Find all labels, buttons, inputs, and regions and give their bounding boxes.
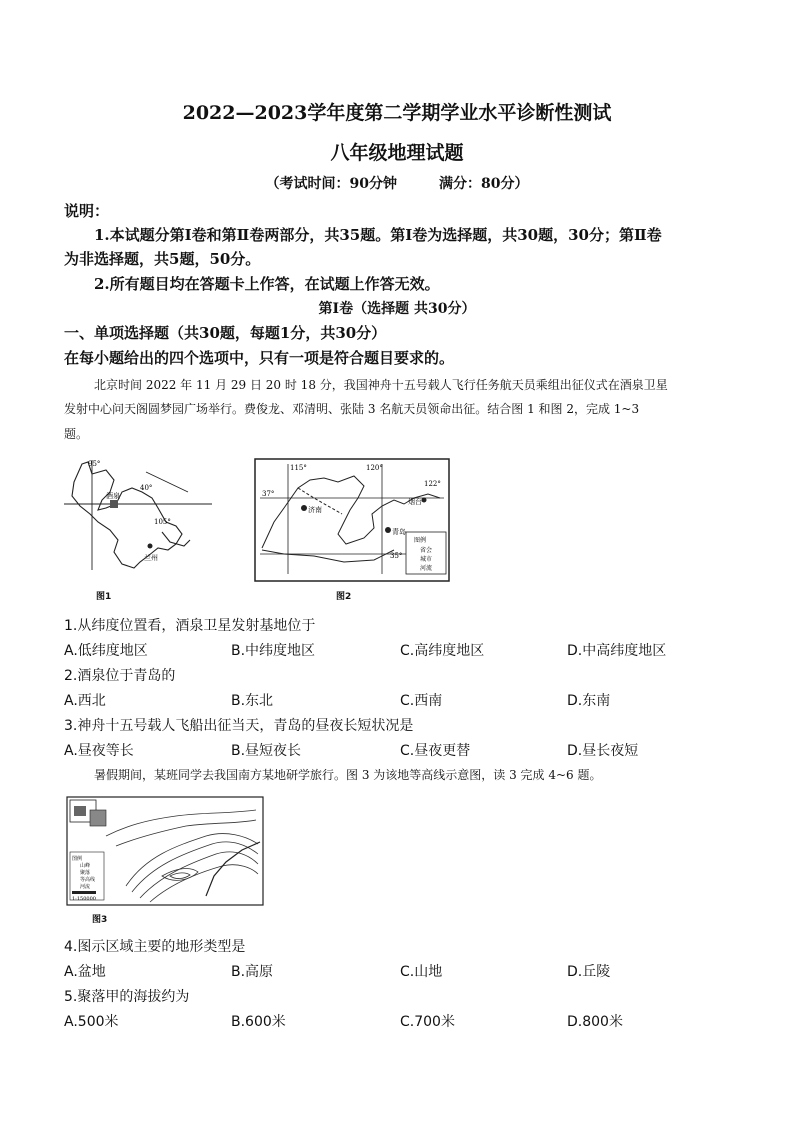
section1-heading: 一、单项选择题（共30题，每题1分，共30分） — [64, 324, 387, 342]
fig3-legend-title: 图例 — [72, 856, 83, 862]
question-1-stem: 1.从纬度位置看，酒泉卫星发射基地位于 — [64, 618, 316, 634]
fig1-label-jiuquan: 酒泉 — [106, 492, 120, 500]
instruction-1-line1: 1.本试题分第Ⅰ卷和第Ⅱ卷两部分，共35题。第Ⅰ卷为选择题，共30题，30分；第Ⅱ卷 — [94, 226, 662, 244]
fig1-label-40: 40° — [140, 484, 153, 492]
fig2-label-qingdao: 青岛 — [392, 528, 406, 536]
question-3-option-a[interactable]: A.昼夜等长 — [64, 743, 134, 759]
fig2-label-115: 115° — [290, 464, 307, 472]
fig3-legend-peak: 山峰 — [80, 863, 91, 869]
question-5-option-a[interactable]: A.500米 — [64, 1014, 119, 1030]
fig3-legend-river: 河流 — [80, 884, 91, 890]
question-1-option-a[interactable]: A.低纬度地区 — [64, 643, 148, 659]
question-2-option-b[interactable]: B.东北 — [231, 693, 274, 709]
fig3-scale: 1:150000 — [72, 896, 96, 902]
question-3-option-b[interactable]: B.昼短夜长 — [231, 743, 302, 759]
question-1-option-d[interactable]: D.中高纬度地区 — [567, 643, 667, 659]
exam-info: （考试时间：90分钟 满分：80分） — [265, 176, 529, 192]
fig2-legend-river: 河流 — [420, 565, 433, 572]
question-2-stem: 2.酒泉位于青岛的 — [64, 668, 176, 684]
question-1-option-c[interactable]: C.高纬度地区 — [400, 643, 485, 659]
question-2-option-c[interactable]: C.西南 — [400, 693, 443, 709]
fig2-legend-title: 图例 — [414, 537, 427, 544]
question-5-option-d[interactable]: D.800米 — [567, 1014, 623, 1030]
fig1-label-lanzhou: 兰州 — [144, 554, 158, 562]
fig3-legend-contour: 等高线 — [80, 877, 96, 883]
fig2-label-jinan: 济南 — [308, 506, 322, 514]
figure-3-caption: 图3 — [92, 915, 108, 925]
figure-3-contour-map — [66, 796, 264, 906]
fig2-legend-city: 城市 — [420, 556, 433, 563]
figure-1-caption: 图1 — [96, 592, 112, 602]
fig2-label-120: 120° — [366, 464, 383, 472]
fig3-legend-settlement: 聚落 — [80, 870, 91, 876]
fig2-legend-capital: 省会 — [420, 547, 433, 554]
fig2-label-yantai: 烟台 — [408, 498, 422, 506]
question-2-option-d[interactable]: D.东南 — [567, 693, 611, 709]
question-1-option-b[interactable]: B.中纬度地区 — [231, 643, 316, 659]
question-3-stem: 3.神舟十五号载人飞船出征当天，青岛的昼夜长短状况是 — [64, 718, 414, 734]
fig1-label-105: 105° — [154, 518, 171, 526]
figure-2-map — [254, 458, 450, 582]
passage1-line3: 题。 — [64, 427, 89, 441]
question-3-option-c[interactable]: C.昼夜更替 — [400, 743, 471, 759]
question-5-option-b[interactable]: B.600米 — [231, 1014, 286, 1030]
question-4-option-a[interactable]: A.盆地 — [64, 964, 106, 980]
instruction-2: 2.所有题目均在答题卡上作答，在试题上作答无效。 — [94, 275, 440, 293]
question-5-option-c[interactable]: C.700米 — [400, 1014, 455, 1030]
passage1-line1: 北京时间 2022 年 11 月 29 日 20 时 18 分，我国神舟十五号载人飞行任务航天员乘组出征仪式在酒泉卫星 — [94, 378, 668, 392]
section1-rule: 在每小题给出的四个选项中，只有一项是符合题目要求的。 — [64, 349, 455, 367]
passage2: 暑假期间，某班同学去我国南方某地研学旅行。图 3 为该地等高线示意图，读 3 完成 4~6 题。 — [94, 768, 602, 782]
question-4-option-c[interactable]: C.山地 — [400, 964, 443, 980]
fig2-label-37: 37° — [262, 490, 275, 498]
fig2-label-122: 122° — [424, 480, 441, 488]
instructions-label: 说明： — [64, 202, 110, 220]
question-4-option-b[interactable]: B.高原 — [231, 964, 274, 980]
figure-1-map — [62, 452, 232, 602]
fig1-label-95: 95° — [88, 460, 101, 468]
question-4-option-d[interactable]: D.丘陵 — [567, 964, 611, 980]
instruction-1-line2: 为非选择题，共5题，50分。 — [64, 250, 261, 268]
passage1-line2: 发射中心问天阁圆梦园广场举行。费俊龙、邓清明、张陆 3 名航天员领命出征。结合图 1 和图 2，完成 1~3 — [64, 402, 640, 416]
fig2-label-35: 35° — [390, 552, 403, 560]
section1-title: 第Ⅰ卷（选择题 共30分） — [318, 301, 476, 317]
question-5-stem: 5.聚落甲的海拔约为 — [64, 989, 190, 1005]
figure-2-caption: 图2 — [336, 592, 352, 602]
question-2-option-a[interactable]: A.西北 — [64, 693, 106, 709]
question-4-stem: 4.图示区域主要的地形类型是 — [64, 939, 246, 955]
exam-subtitle: 八年级地理试题 — [330, 142, 464, 164]
question-3-option-d[interactable]: D.昼长夜短 — [567, 743, 639, 759]
exam-title: 2022—2023学年度第二学期学业水平诊断性测试 — [182, 102, 612, 124]
